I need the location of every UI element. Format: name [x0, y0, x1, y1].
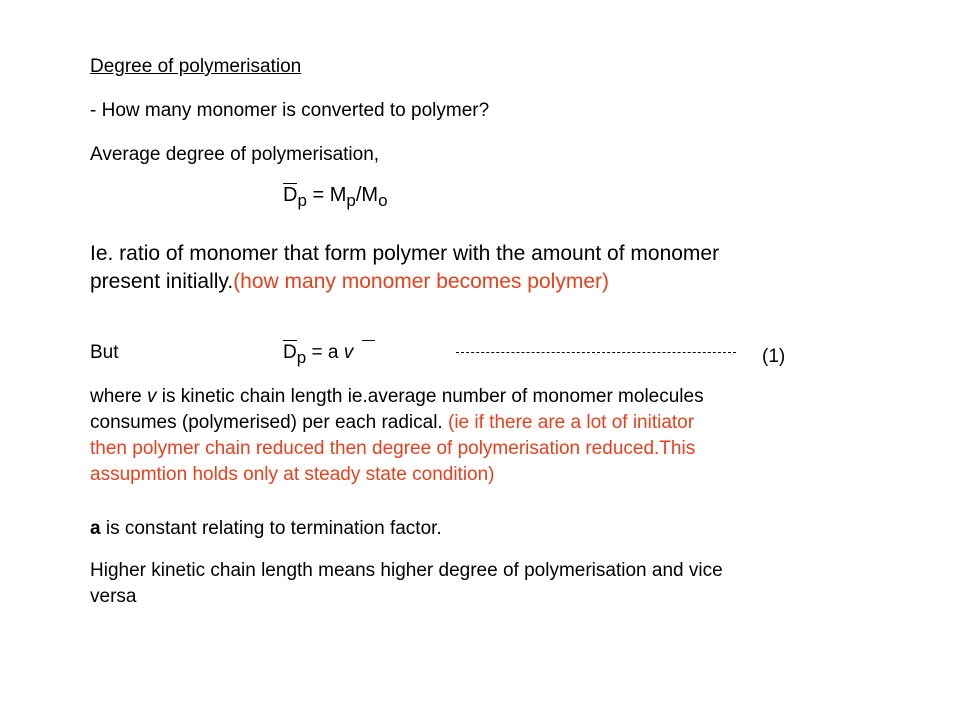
where-line3: then polymer chain reduced then degree of polymerisation reduced.This: [90, 438, 696, 459]
a-rest: is constant relating to termination factor.: [100, 518, 442, 539]
eq2-rest: = a: [306, 342, 344, 363]
eq1-slash: /M: [355, 184, 379, 206]
higher-paragraph: [90, 558, 723, 610]
eq1-equals: = M: [306, 184, 347, 206]
a-constant-line: [90, 518, 442, 540]
where-line1: [90, 384, 704, 410]
eq1-p-sub: p: [297, 191, 307, 210]
higher-line1: Higher kinetic chain length means higher degree of polymerisation and vice: [90, 560, 723, 581]
ie-line2: [90, 268, 719, 296]
where-line1-a: where: [90, 386, 148, 407]
higher-line2: versa: [90, 586, 137, 607]
dashed-leader: [456, 352, 736, 353]
eq1-D: D: [283, 184, 298, 206]
where-line1-v: v: [147, 386, 157, 407]
ie-paragraph: [90, 240, 719, 296]
where-line2: [90, 410, 704, 436]
eq1-overbar: [283, 183, 297, 184]
equation-dp-mp-mo: [283, 184, 388, 210]
where-paragraph: [90, 384, 704, 488]
eq1-o-sub: o: [378, 191, 388, 210]
eq2-D-overbar: [283, 340, 297, 341]
average-label: Average degree of polymerisation,: [90, 144, 380, 165]
eq1-p-sub2: p: [346, 191, 356, 210]
but-label: But: [90, 342, 119, 363]
equation-number: (1): [762, 346, 786, 367]
eq2-v: v: [343, 342, 354, 363]
eq2-p-sub: p: [296, 348, 307, 367]
question-text: - How many monomer is converted to polymer?: [90, 100, 490, 121]
eq2-D: D: [283, 342, 297, 363]
a-bold: a: [90, 518, 101, 539]
ie-line2-black: present initially.: [90, 270, 234, 293]
eq2-v-overbar: [362, 340, 375, 341]
page-title: Degree of polymerisation: [90, 56, 302, 77]
where-line2-black: consumes (polymerised) per each radical.: [90, 412, 448, 433]
where-line1-b: is kinetic chain length ie.average number of monomer molecules: [156, 386, 704, 407]
ie-line1: Ie. ratio of monomer that form polymer with the amount of monomer: [90, 242, 720, 265]
where-line2-red: (ie if there are a lot of initiator: [448, 412, 695, 433]
equation-dp-av: [283, 342, 354, 367]
ie-line2-red: (how many monomer becomes polymer): [233, 270, 609, 293]
where-line4: assupmtion holds only at steady state condition): [90, 464, 495, 485]
